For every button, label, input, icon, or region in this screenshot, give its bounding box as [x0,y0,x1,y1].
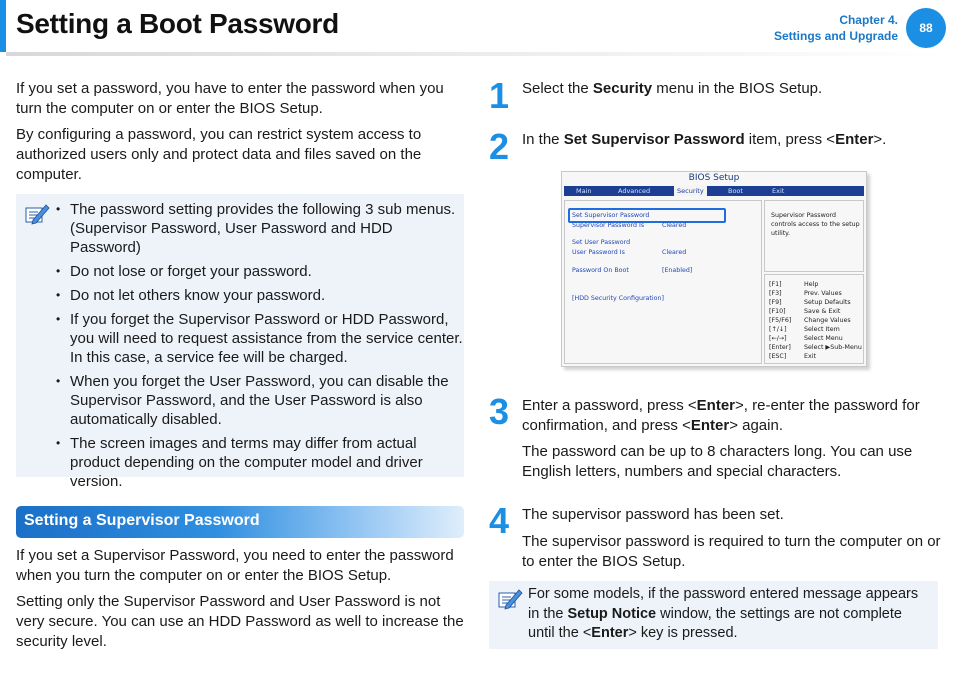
chapter-label [774,12,898,44]
step-1-text: Select the Security menu in the BIOS Setup. [522,80,823,97]
supervisor-paragraph-2: Setting only the Supervisor Password and User Password is not very secure. You can use an HDD Password as well to increase the security level. [16,593,464,650]
bios-menu-exit: Exit [772,187,785,195]
bios-help-text: Supervisor Password controls access to the setup utility. [771,212,860,237]
bios-item-value: Cleared [662,222,687,229]
bios-key: [F5/F6] [769,317,792,324]
note-box-2 [489,581,938,649]
step-4-text: The supervisor password has been set. [522,506,784,523]
bios-key-desc: Setup Defaults [804,299,851,306]
bios-key-desc: Save & Exit [804,308,841,315]
step-number-3: 3 [489,391,510,432]
bios-menu-advanced: Advanced [618,187,651,195]
note-bullet-list [70,200,466,496]
bios-key-desc: Help [804,281,819,288]
bios-key: [Enter] [769,344,791,351]
intro-paragraph-1: If you set a password, you have to enter the password when you turn the computer on or enter the BIOS Setup. [16,80,444,117]
header-accent-bar [0,0,6,52]
bios-key-desc: Select Menu [804,335,843,342]
section-heading: Setting a Supervisor Password [24,512,260,529]
bios-menu-bar [564,186,864,196]
supervisor-paragraph-1: If you set a Supervisor Password, you need to enter the password when you turn the computer on or enter the BIOS Setup. [16,547,454,584]
bios-key: [←/→] [769,335,787,342]
bios-title: BIOS Setup [688,173,740,183]
step-number-4: 4 [489,500,510,541]
step-4-detail: The supervisor password is required to turn the computer on or to enter the BIOS Setup. [522,533,941,570]
page-number-badge: 88 [906,8,946,48]
bios-item-label: Password On Boot [572,267,629,274]
bios-key-desc: Exit [804,353,816,360]
bios-item-label: Set User Password [572,239,631,246]
bios-menu-main: Main [576,187,592,195]
bios-key-desc: Change Values [804,317,851,324]
bios-menu-boot: Boot [728,187,743,195]
intro-paragraph-2: By configuring a password, you can restrict system access to authorized users only and protect data and files saved on the computer. [16,126,422,183]
bios-item-label: User Password Is [572,249,625,256]
bios-key: [F10] [769,308,786,315]
chapter-number: Chapter 4. [839,13,898,27]
step-number-2: 2 [489,126,510,167]
bios-item-label: [HDD Security Configuration] [572,295,664,302]
note-bullet: • When you forget the User Password, you can disable the Supervisor Password, and the User Password is also automatically disabled. [70,372,466,429]
bios-item-label: Supervisor Password Is [572,222,645,229]
bios-key: [F9] [769,299,782,306]
section-heading-bar [16,506,464,538]
bios-key-desc: Select Item [804,326,840,333]
bios-item-value: [Enabled] [662,267,693,274]
note-bullet: • The screen images and terms may differ from actual product depending on the computer model and driver version. [70,434,466,491]
page-title: Setting a Boot Password [16,8,339,39]
step-2-text: In the Set Supervisor Password item, press <Enter>. [522,131,887,148]
bios-key-desc: Prev. Values [804,290,842,297]
bios-item-label: Set Supervisor Password [572,212,650,219]
bios-item-value: Cleared [662,249,687,256]
bios-menu-security: Security [674,186,707,196]
note-pencil-icon [497,587,523,611]
note-bullet: • The password setting provides the following 3 sub menus. (Supervisor Password, User Password and HDD Password) [70,200,466,257]
note-bullet: • Do not lose or forget your password. [70,262,466,281]
bios-key: [F1] [769,281,782,288]
note-bullet: • If you forget the Supervisor Password or HDD Password, you will need to request assistance from the service center. In this case, a service fee will be charged. [70,310,466,367]
step-3-text: Enter a password, press <Enter>, re-enter the password for confirmation, and press <Enter> again. [522,397,920,434]
bios-key: [↑/↓] [769,326,787,333]
bios-setup-screenshot [561,171,867,367]
step-3-detail: The password can be up to 8 characters long. You can use English letters, numbers and special characters. [522,443,913,480]
header-divider [6,52,946,56]
bios-key-desc: Select ▶Sub-Menu [804,344,862,351]
bios-key: [F3] [769,290,782,297]
note-bullet: • Do not let others know your password. [70,286,466,305]
step-number-1: 1 [489,75,510,116]
note-2-text: For some models, if the password entered message appears in the Setup Notice window, the settings are not complete until the <Enter> key is pressed. [528,586,919,641]
chapter-title: Settings and Upgrade [773,29,898,43]
note-box [16,194,464,490]
note-pencil-icon [24,202,50,226]
bios-help-panel [764,200,864,272]
bios-key: [ESC] [769,353,787,360]
bios-keys-panel [764,274,864,364]
